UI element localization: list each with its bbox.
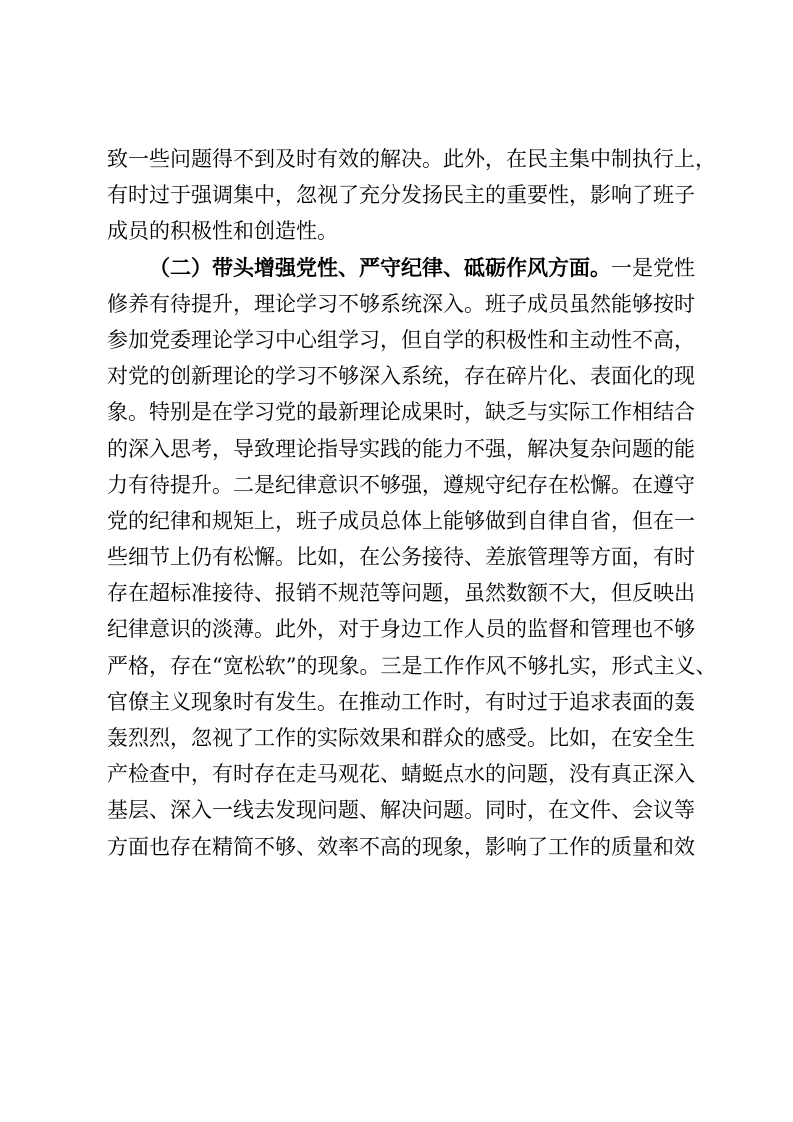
paragraph-2 [107, 250, 717, 865]
text-line: 官僚主义现象时有发生。在推动工作时，有时过于追求表面的轰 [107, 689, 695, 714]
text-line: 轰烈烈，忽视了工作的实际效果和群众的感受。比如，在安全生 [107, 726, 695, 750]
text-line: 成员的积极性和创造性。 [107, 219, 338, 244]
text-line: 对党的创新理论的学习不够深入系统，存在碎片化、表面化的现 [107, 364, 695, 389]
text-line: 党的纪律和规矩上，班子成员总体上能够做到自律自省，但在一 [107, 508, 695, 533]
text-line: 些细节上仍有松懈。比如，在公务接待、差旅管理等方面，有时 [107, 545, 695, 570]
text-line: 纪律意识的淡薄。此外，对于身边工作人员的监督和管理也不够 [107, 617, 695, 642]
text-line: 存在超标准接待、报销不规范等问题，虽然数额不大，但反映出 [107, 581, 695, 606]
text-fragment: 一是党性 [611, 255, 695, 280]
text-line: 的深入思考，导致理论指导实践的能力不强，解决复杂问题的能 [107, 436, 695, 461]
text-line: 有时过于强调集中，忽视了充分发扬民主的重要性，影响了班子 [107, 183, 695, 208]
text-line: 致一些问题得不到及时有效的解决。此外，在民主集中制执行上， [107, 147, 716, 171]
paragraph-1 [107, 141, 716, 250]
text-line: 严格，存在“宽松软”的现象。三是工作作风不够扎实，形式主义、 [107, 653, 717, 678]
text-line: 基层、深入一线去发现问题、解决问题。同时，在文件、会议等 [107, 798, 695, 823]
text-line: 力有待提升。二是纪律意识不够强，遵规守纪存在松懈。在遵守 [107, 472, 695, 497]
text-line: 修养有待提升，理论学习不够系统深入。班子成员虽然能够按时 [107, 291, 695, 316]
text-line: 象。特别是在学习党的最新理论成果时，缺乏与实际工作相结合 [107, 400, 695, 425]
paragraph-first-line [107, 250, 695, 286]
section-heading: （二）带头增强党性、严守纪律、砥砺作风方面。 [149, 254, 611, 280]
text-line: 参加党委理论学习中心组学习，但自学的积极性和主动性不高， [107, 327, 695, 352]
document-body [107, 141, 717, 865]
text-line: 方面也存在精简不够、效率不高的现象，影响了工作的质量和效 [107, 834, 695, 859]
text-line: 产检查中，有时存在走马观花、蜻蜓点水的问题，没有真正深入 [107, 762, 695, 787]
